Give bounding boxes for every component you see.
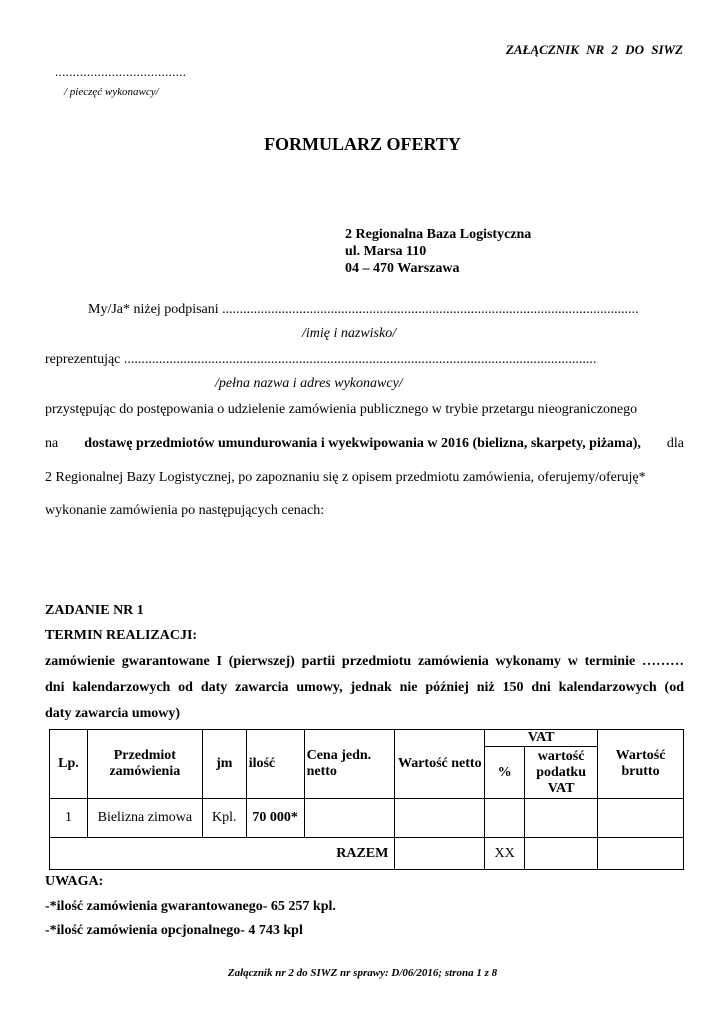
signatory-caption: /imię i nazwisko/	[302, 326, 397, 341]
paragraph-3: 2 Regionalnej Bazy Logistycznej, po zapoznaniu się z opisem przedmiotu zamówienia, oferujemy/oferuję*	[45, 470, 646, 485]
header-vat-amount: wartość podatku VAT	[525, 747, 598, 799]
note-optional: -*ilość zamówienia opcjonalnego- 4 743 kpl	[45, 923, 303, 938]
stamp-placeholder: .....................................	[55, 64, 187, 79]
signatory-line	[88, 302, 639, 318]
signatory-label: My/Ja* niżej podpisani	[88, 302, 219, 317]
term-heading: TERMIN REALIZACJI:	[45, 628, 198, 643]
cell-vat-percent[interactable]	[485, 799, 525, 838]
representative-line	[45, 352, 596, 368]
representative-caption: /pełna nazwa i adres wykonawcy/	[215, 376, 403, 391]
notes-heading: UWAGA:	[45, 874, 104, 889]
header-vat-percent: %	[485, 747, 525, 799]
cell-item: Bielizna zimowa	[87, 799, 202, 838]
header-vat: VAT	[485, 730, 598, 747]
total-vat-amount[interactable]	[525, 838, 598, 870]
recipient-city: 04 – 470 Warszawa	[345, 261, 460, 276]
recipient-street: ul. Marsa 110	[345, 244, 427, 259]
cell-qty: 70 000*	[246, 799, 304, 838]
attachment-label: ZAŁĄCZNIK NR 2 DO SIWZ	[505, 42, 683, 57]
header-unit: jm	[202, 730, 246, 799]
page-footer: Załącznik nr 2 do SIWZ nr sprawy: D/06/2016; strona 1 z 8	[227, 967, 498, 979]
term-line-2: dni kalendarzowych od daty zawarcia umowy, jednak nie później niż 150 dni kalendarzowych (od	[45, 680, 684, 695]
recipient-name: 2 Regionalna Baza Logistyczna	[345, 227, 532, 242]
header-qty: ilość	[246, 730, 304, 799]
stamp-caption: / pieczęć wykonawcy/	[64, 86, 159, 98]
cell-unit: Kpl.	[202, 799, 246, 838]
cell-net[interactable]	[395, 799, 485, 838]
price-table	[49, 729, 684, 870]
term-line-3: daty zawarcia umowy)	[45, 706, 181, 721]
total-row	[50, 838, 684, 870]
paragraph-2	[45, 436, 684, 452]
representative-label: reprezentując	[45, 352, 121, 367]
term-line-1: zamówienie gwarantowane I (pierwszej) partii przedmiotu zamówienia wykonamy w terminie ………	[45, 654, 684, 669]
total-net[interactable]	[395, 838, 485, 870]
task-heading: ZADANIE NR 1	[45, 603, 144, 618]
paragraph-2-prefix: na	[45, 436, 59, 451]
total-gross[interactable]	[598, 838, 684, 870]
paragraph-1: przystępując do postępowania o udzielenie zamówienia publicznego w trybie przetargu nieograniczonego	[45, 402, 638, 417]
header-item: Przedmiot zamówienia	[87, 730, 202, 799]
header-net: Wartość netto	[395, 730, 485, 799]
table-row	[50, 799, 684, 838]
cell-vat-amount[interactable]	[525, 799, 598, 838]
representative-dots: .......................................................................................................................................	[123, 352, 597, 367]
subject-of-order: dostawę przedmiotów umundurowania i wyekwipowania w 2016 (bielizna, skarpety, piżama),	[84, 436, 641, 451]
header-lp: Lp.	[50, 730, 88, 799]
header-gross: Wartość brutto	[598, 730, 684, 799]
cell-lp: 1	[50, 799, 88, 838]
signatory-dots: .......................................................................................................................	[222, 302, 639, 317]
note-guaranteed: -*ilość zamówienia gwarantowanego- 65 257 kpl.	[45, 899, 336, 914]
cell-gross[interactable]	[598, 799, 684, 838]
paragraph-2-suffix: dla	[666, 436, 684, 451]
cell-price[interactable]	[304, 799, 395, 838]
total-label: RAZEM	[50, 838, 395, 870]
header-price: Cena jedn. netto	[304, 730, 395, 799]
paragraph-4: wykonanie zamówienia po następujących cenach:	[45, 503, 325, 518]
document-title: FORMULARZ OFERTY	[264, 134, 461, 154]
total-vat-percent: XX	[485, 838, 525, 870]
